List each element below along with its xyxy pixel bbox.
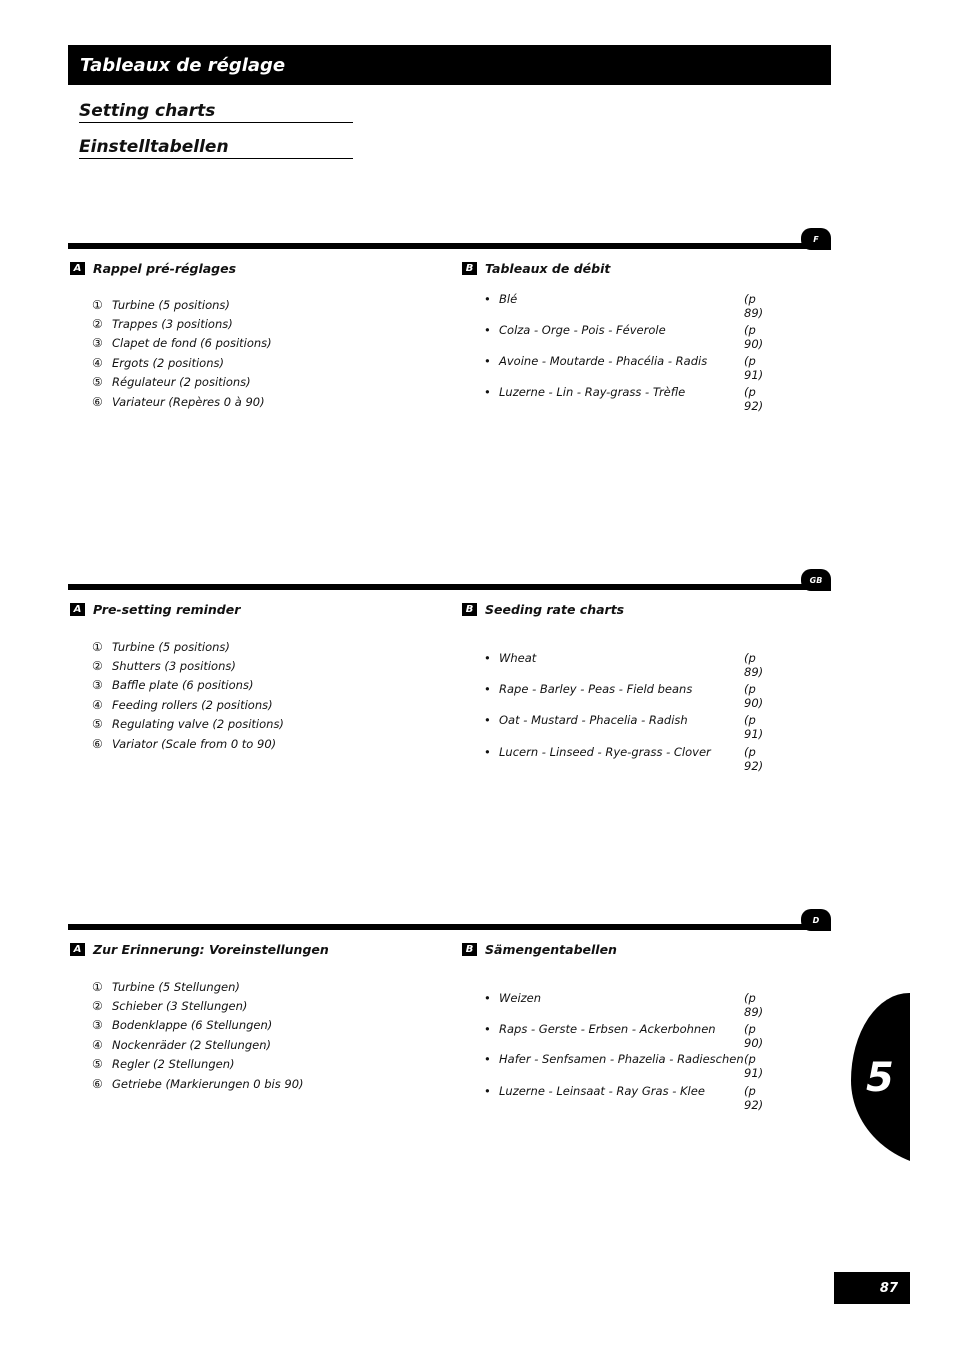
list-item (92, 734, 284, 753)
block-a-title: Pre-setting reminder (93, 602, 241, 617)
circled-number: ② (92, 659, 103, 674)
bullet: • (484, 323, 491, 337)
subtitle-english: Setting charts (79, 101, 353, 123)
item-text: Shutters (3 positions) (112, 659, 236, 674)
block-b-title: Tableaux de débit (485, 261, 611, 276)
page-reference: (p 91) (744, 713, 764, 741)
circled-number: ④ (92, 355, 103, 370)
marker-b: B (462, 603, 477, 616)
chart-reference-list (484, 991, 776, 1112)
bullet: • (484, 1084, 491, 1098)
crop-names: Luzerne - Lin - Ray-grass - Trèfle (499, 385, 686, 399)
list-item (92, 1074, 304, 1093)
section-rule (68, 924, 831, 930)
language-tab: D (801, 909, 831, 931)
subtitle-german: Einstelltabellen (79, 137, 353, 159)
block-b-title: Seeding rate charts (485, 602, 625, 617)
list-item (92, 676, 284, 695)
item-text: Baffle plate (6 positions) (112, 678, 254, 693)
marker-b: B (462, 943, 477, 956)
list-item (92, 1035, 304, 1054)
page-title: Tableaux de réglage (80, 54, 286, 76)
item-text: Getriebe (Markierungen 0 bis 90) (112, 1076, 304, 1091)
bullet: • (484, 292, 491, 306)
block-b-heading (462, 261, 610, 276)
circled-number: ⑥ (92, 1076, 103, 1091)
circled-number: ⑥ (92, 736, 103, 751)
item-text: Ergots (2 positions) (112, 355, 224, 370)
pre-setting-list (92, 637, 284, 753)
block-a-heading (70, 602, 240, 617)
item-text: Turbine (5 positions) (112, 297, 230, 312)
item-text: Trappes (3 positions) (112, 317, 233, 332)
crop-names: Avoine - Moutarde - Phacélia - Radis (499, 354, 708, 368)
crop-names: Oat - Mustard - Phacelia - Radish (499, 713, 688, 727)
list-item (92, 392, 272, 411)
circled-number: ⑥ (92, 394, 103, 409)
list-item (92, 977, 304, 996)
circled-number: ③ (92, 678, 103, 693)
bullet: • (484, 1022, 491, 1036)
crop-names: Wheat (499, 651, 537, 665)
crop-names: Hafer - Senfsamen - Phazelia - Radieschen (499, 1052, 744, 1066)
item-text: Regler (2 Stellungen) (112, 1057, 235, 1072)
section-rule (68, 584, 831, 590)
page-reference: (p 90) (744, 1022, 764, 1050)
list-item (92, 695, 284, 714)
list-item (92, 314, 272, 333)
chapter-number: 5 (866, 1055, 894, 1101)
list-item (92, 295, 272, 314)
circled-number: ① (92, 979, 103, 994)
page-reference: (p 90) (744, 682, 764, 710)
circled-number: ④ (92, 697, 103, 712)
chart-reference-item (484, 1084, 776, 1112)
page-number: 87 (879, 1280, 898, 1296)
bullet: • (484, 354, 491, 368)
page-reference: (p 91) (744, 354, 764, 382)
item-text: Schieber (3 Stellungen) (112, 999, 248, 1014)
crop-names: Blé (499, 292, 518, 306)
circled-number: ④ (92, 1037, 103, 1052)
block-b-title: Sämengentabellen (485, 942, 617, 957)
page-number-box (834, 1272, 910, 1304)
chart-reference-item (484, 292, 776, 320)
bullet: • (484, 991, 491, 1005)
page-reference: (p 92) (744, 1084, 764, 1112)
crop-names: Raps - Gerste - Erbsen - Ackerbohnen (499, 1022, 716, 1036)
list-item (92, 373, 272, 392)
item-text: Turbine (5 Stellungen) (112, 979, 240, 994)
bullet: • (484, 745, 491, 759)
circled-number: ⑤ (92, 717, 103, 732)
chart-reference-item (484, 385, 776, 413)
list-item (92, 334, 272, 353)
page-reference: (p 91) (744, 1052, 764, 1080)
circled-number: ② (92, 317, 103, 332)
circled-number: ③ (92, 336, 103, 351)
block-b-heading (462, 602, 624, 617)
list-item (92, 1016, 304, 1035)
chart-reference-item (484, 1052, 776, 1080)
block-b-heading (462, 942, 617, 957)
page-reference: (p 89) (744, 651, 764, 679)
list-item (92, 1055, 304, 1074)
chart-reference-list (484, 651, 776, 773)
marker-a: A (70, 943, 85, 956)
block-a-heading (70, 261, 236, 276)
item-text: Regulating valve (2 positions) (112, 717, 284, 732)
item-text: Variator (Scale from 0 to 90) (112, 736, 277, 751)
circled-number: ③ (92, 1018, 103, 1033)
item-text: Feeding rollers (2 positions) (112, 697, 273, 712)
crop-names: Rape - Barley - Peas - Field beans (499, 682, 693, 696)
block-a-heading (70, 942, 329, 957)
circled-number: ① (92, 297, 103, 312)
section-rule (68, 243, 831, 249)
language-tab: F (801, 228, 831, 250)
list-item (92, 656, 284, 675)
circled-number: ⑤ (92, 375, 103, 390)
item-text: Turbine (5 positions) (112, 639, 230, 654)
item-text: Clapet de fond (6 positions) (112, 336, 272, 351)
pre-setting-list (92, 295, 272, 411)
chart-reference-item (484, 991, 776, 1019)
chart-reference-item (484, 713, 776, 741)
bullet: • (484, 385, 491, 399)
crop-names: Luzerne - Leinsaat - Ray Gras - Klee (499, 1084, 705, 1098)
bullet: • (484, 651, 491, 665)
language-tab: GB (801, 569, 831, 591)
chart-reference-item (484, 682, 776, 710)
marker-a: A (70, 603, 85, 616)
list-item (92, 715, 284, 734)
bullet: • (484, 682, 491, 696)
block-a-title: Rappel pré-réglages (93, 261, 237, 276)
chart-reference-item (484, 651, 776, 679)
page-reference: (p 92) (744, 385, 764, 413)
page-reference: (p 89) (744, 991, 764, 1019)
page-reference: (p 92) (744, 745, 764, 773)
chart-reference-list (484, 292, 776, 413)
page-edge (910, 990, 954, 1170)
crop-names: Lucern - Linseed - Rye-grass - Clover (499, 745, 711, 759)
circled-number: ① (92, 639, 103, 654)
chart-reference-item (484, 1022, 776, 1050)
item-text: Nockenräder (2 Stellungen) (112, 1037, 271, 1052)
chart-reference-item (484, 745, 776, 773)
chart-reference-item (484, 323, 776, 351)
list-item (92, 353, 272, 372)
page-reference: (p 89) (744, 292, 764, 320)
page-reference: (p 90) (744, 323, 764, 351)
block-a-title: Zur Erinnerung: Voreinstellungen (93, 942, 329, 957)
circled-number: ⑤ (92, 1057, 103, 1072)
chart-reference-item (484, 354, 776, 382)
page-title-bar (68, 45, 831, 85)
crop-names: Weizen (499, 991, 542, 1005)
list-item (92, 996, 304, 1015)
item-text: Bodenklappe (6 Stellungen) (112, 1018, 273, 1033)
list-item (92, 637, 284, 656)
pre-setting-list (92, 977, 304, 1093)
circled-number: ② (92, 999, 103, 1014)
crop-names: Colza - Orge - Pois - Féverole (499, 323, 666, 337)
bullet: • (484, 713, 491, 727)
marker-b: B (462, 262, 477, 275)
bullet: • (484, 1052, 491, 1066)
marker-a: A (70, 262, 85, 275)
item-text: Variateur (Repères 0 à 90) (112, 394, 265, 409)
item-text: Régulateur (2 positions) (112, 375, 251, 390)
